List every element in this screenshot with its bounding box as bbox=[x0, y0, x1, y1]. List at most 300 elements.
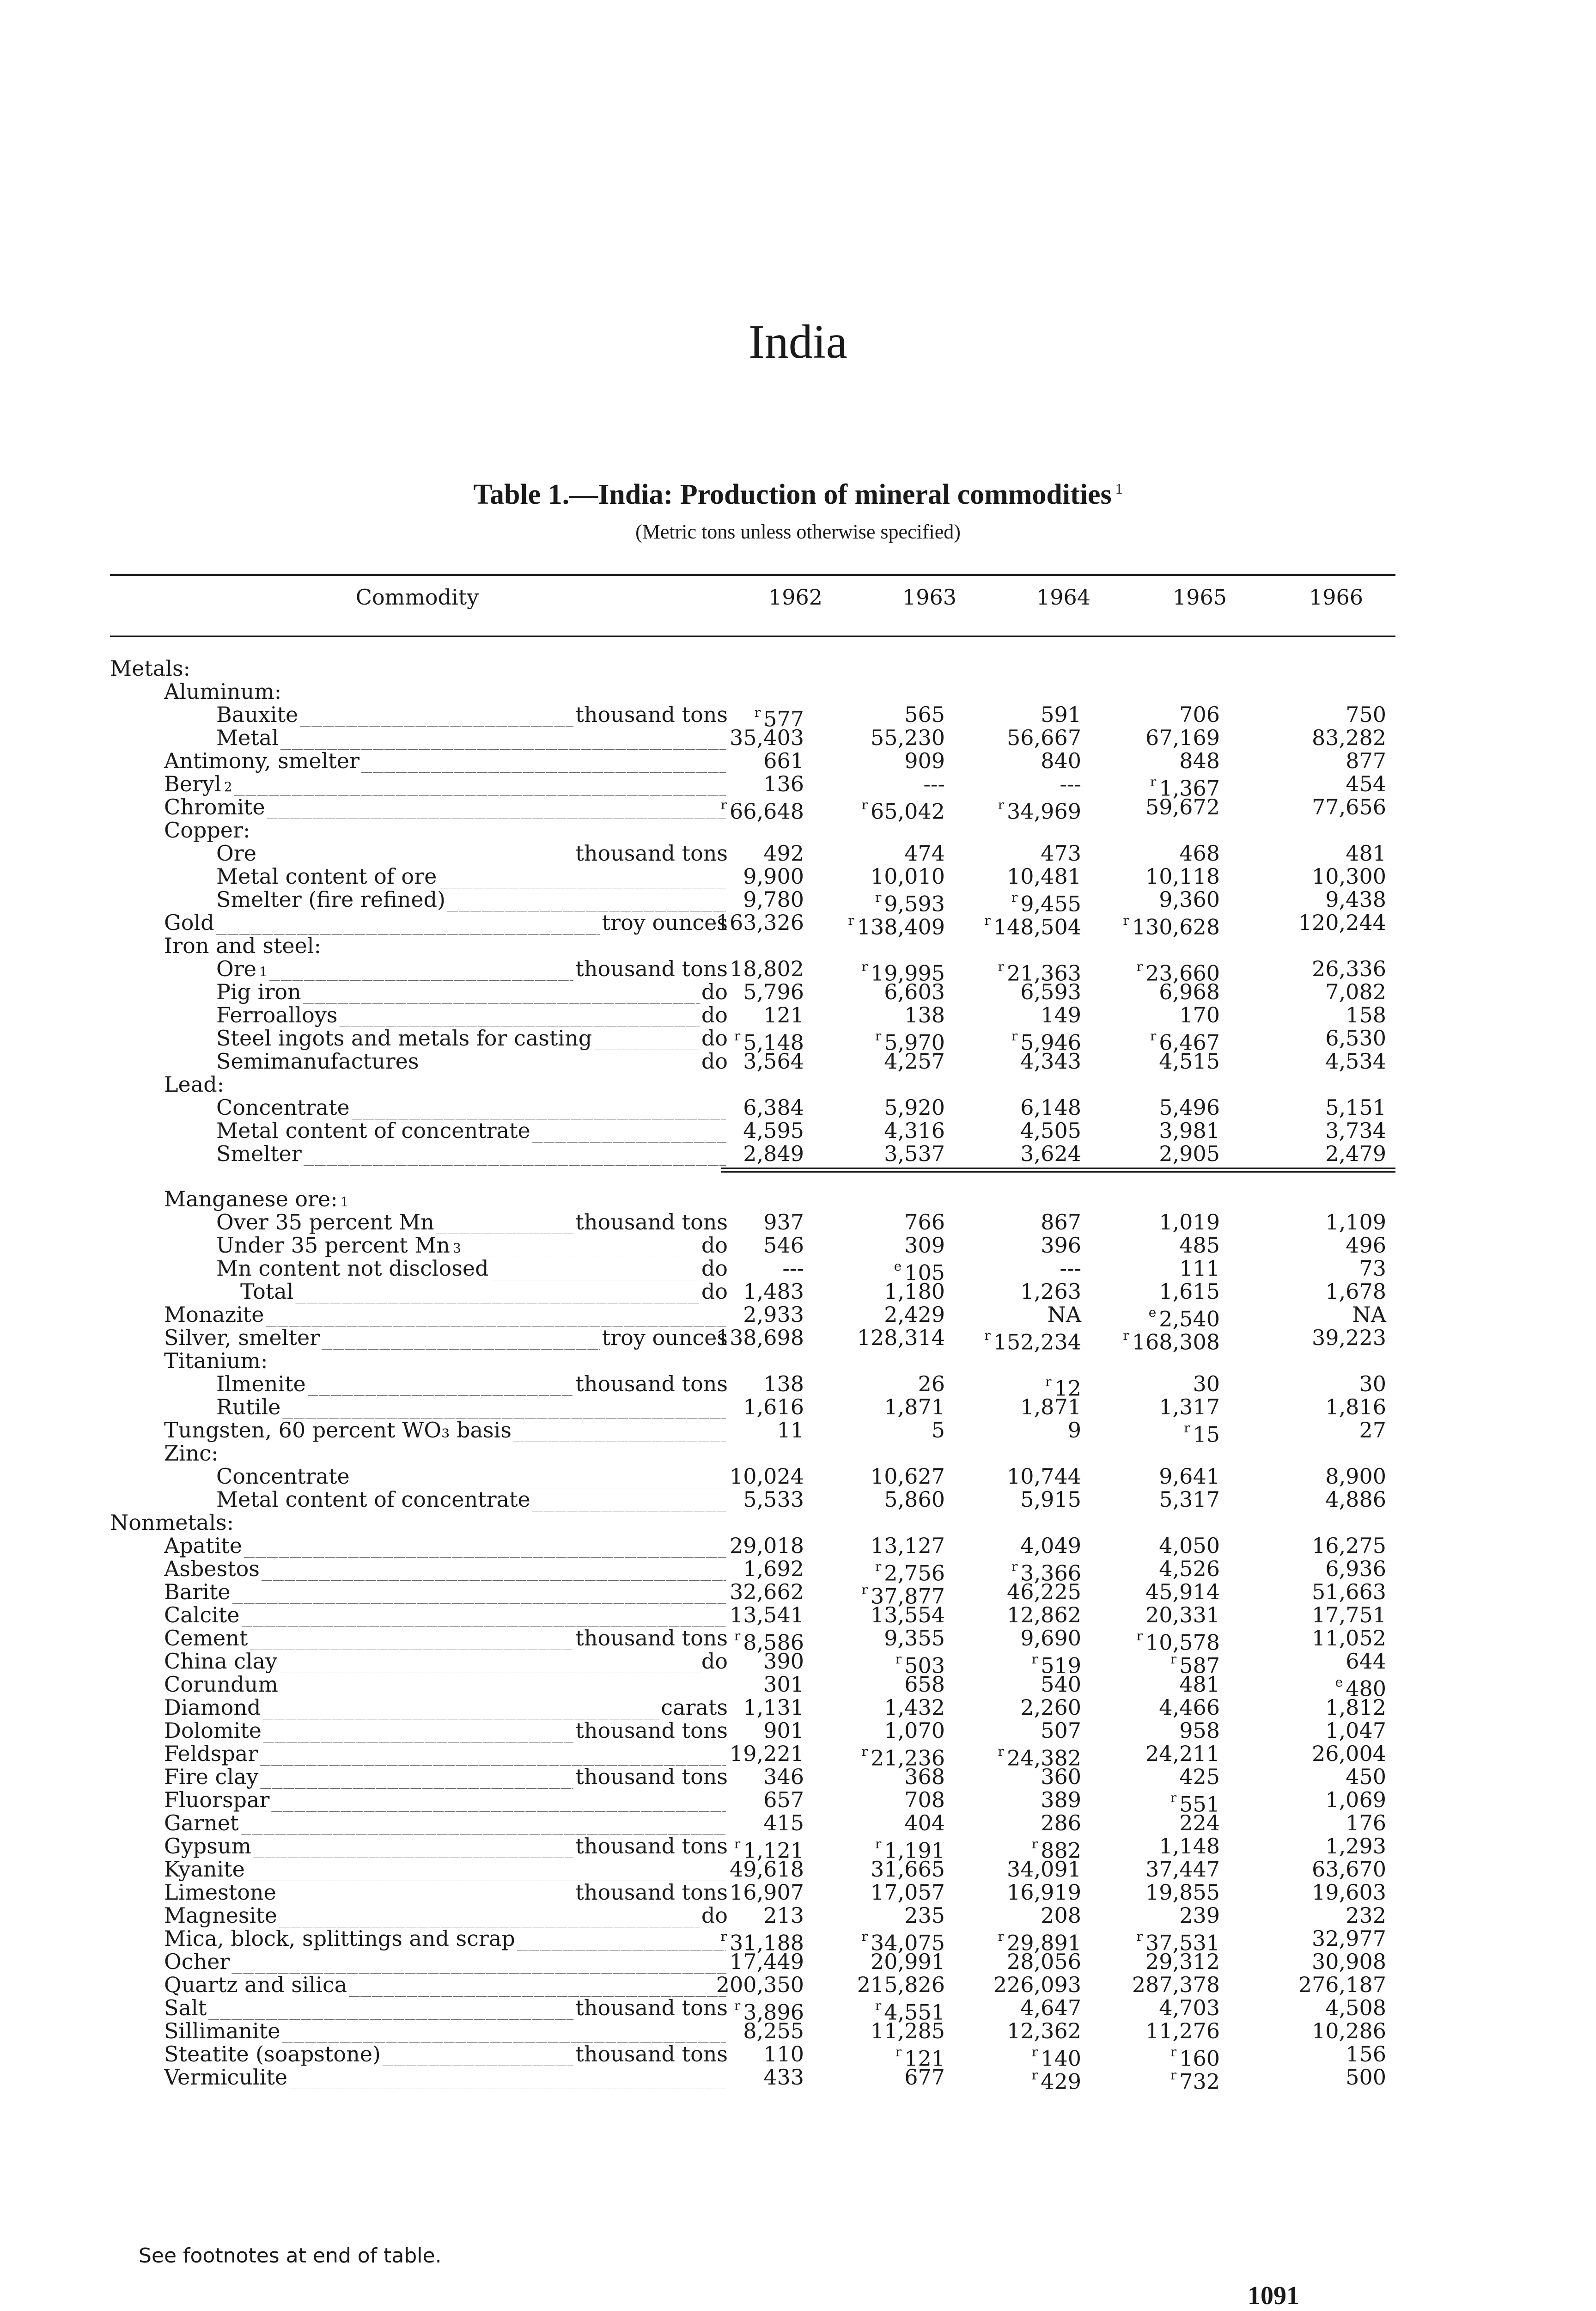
row-unit: do bbox=[701, 1003, 728, 1027]
table-cell: 110 bbox=[763, 2042, 804, 2066]
row-label bbox=[164, 795, 728, 819]
row-label-text: Rutile bbox=[216, 1395, 281, 1419]
table-cell: 59,672 bbox=[1145, 795, 1220, 819]
row-label-text: Dolomite bbox=[164, 1718, 262, 1742]
row-unit: do bbox=[701, 1233, 728, 1258]
cell-value: 5,946 bbox=[1020, 1030, 1081, 1055]
cell-note-mark: r bbox=[875, 1836, 882, 1852]
table-title-text: Table 1.—India: Production of mineral commodities bbox=[473, 479, 1112, 510]
table-cell: 404 bbox=[904, 1810, 945, 1835]
leader-dots bbox=[232, 1580, 726, 1604]
cell-value: 37,531 bbox=[1145, 1930, 1220, 1956]
table-cell: 4,508 bbox=[1325, 1995, 1386, 2020]
table-row bbox=[0, 1279, 1596, 1303]
table-cell: 1,317 bbox=[1159, 1394, 1220, 1419]
table-cell: 121 bbox=[763, 1003, 804, 1027]
page-number: 1091 bbox=[1248, 2281, 1299, 2310]
table-cell: 877 bbox=[1346, 748, 1386, 773]
row-label bbox=[216, 1487, 728, 1511]
table-cell: 149 bbox=[1041, 1003, 1081, 1027]
table-cell: 19,603 bbox=[1312, 1880, 1386, 1905]
row-label-text: Asbestos bbox=[164, 1557, 260, 1581]
table-cell: 1,069 bbox=[1325, 1787, 1386, 1812]
table-cell: 10,300 bbox=[1312, 864, 1386, 889]
cell-note-mark: r bbox=[1031, 1836, 1038, 1852]
table-cell: 4,050 bbox=[1159, 1533, 1220, 1558]
table-cell: 3,624 bbox=[1020, 1141, 1081, 1166]
row-label bbox=[164, 1973, 728, 1997]
leader-dots bbox=[279, 1649, 700, 1673]
cell-note-mark: r bbox=[1150, 1028, 1157, 1044]
cell-value: 1,121 bbox=[743, 1838, 804, 1863]
table-subtitle: (Metric tons unless otherwise specified) bbox=[635, 520, 961, 543]
row-label-text: Salt bbox=[164, 1996, 207, 2020]
leader-dots bbox=[260, 1765, 573, 1789]
cell-value: 2,540 bbox=[1159, 1306, 1220, 1332]
table-cell: 26,336 bbox=[1312, 956, 1386, 981]
table-cell: 286 bbox=[1041, 1810, 1081, 1835]
row-label bbox=[216, 980, 728, 1004]
table-row bbox=[0, 910, 1596, 940]
table-cell: 591 bbox=[1041, 702, 1081, 727]
row-label bbox=[164, 1557, 728, 1581]
row-label-text: Mica, block, splittings and scrap bbox=[164, 1926, 515, 1950]
table-row bbox=[0, 1464, 1596, 1488]
leader-dots bbox=[383, 2042, 574, 2066]
table-cell: 485 bbox=[1179, 1233, 1220, 1258]
table-cell: 26 bbox=[918, 1371, 945, 1396]
table-cell: 4,595 bbox=[743, 1118, 804, 1143]
footnote-ref: 2 bbox=[224, 779, 232, 795]
leader-dots bbox=[463, 1233, 700, 1257]
table-cell: 468 bbox=[1179, 841, 1220, 866]
cell-value: 152,234 bbox=[993, 1329, 1081, 1355]
table-cell: 83,282 bbox=[1312, 725, 1386, 750]
table-cell: 5,151 bbox=[1325, 1095, 1386, 1120]
row-label bbox=[164, 1857, 728, 1881]
row-label bbox=[164, 1765, 728, 1789]
table-cell: 35,403 bbox=[730, 725, 804, 750]
cell-note-mark: r bbox=[720, 797, 727, 813]
table-row bbox=[0, 1119, 1596, 1143]
table-cell: 10,627 bbox=[871, 1464, 945, 1489]
table-cell: 239 bbox=[1179, 1903, 1220, 1928]
cell-value: 2,756 bbox=[884, 1560, 945, 1586]
table-cell: 7,082 bbox=[1325, 979, 1386, 1004]
cell-value: 15 bbox=[1193, 1422, 1220, 1447]
row-label-text: Gypsum bbox=[164, 1834, 252, 1858]
row-unit: do bbox=[701, 980, 728, 1004]
row-label-text: Cement bbox=[164, 1626, 248, 1650]
row-label bbox=[216, 841, 728, 865]
table-row bbox=[0, 726, 1596, 750]
row-label-text: Ore bbox=[216, 841, 256, 865]
row-label-text: Quartz and silica bbox=[164, 1973, 347, 1997]
table-cell: 77,656 bbox=[1312, 795, 1386, 819]
table-cell: 232 bbox=[1346, 1903, 1386, 1928]
row-label-text: Diamond bbox=[164, 1695, 261, 1719]
header-year: 1966 bbox=[1309, 585, 1363, 610]
row-label-text: Zinc: bbox=[164, 1441, 219, 1465]
table-cell: 19,221 bbox=[730, 1741, 804, 1766]
cell-value: 3,366 bbox=[1020, 1560, 1081, 1586]
table-cell: 368 bbox=[904, 1764, 945, 1789]
leader-dots bbox=[280, 726, 726, 750]
table-cell: 10,010 bbox=[871, 864, 945, 889]
table-cell: 507 bbox=[1041, 1718, 1081, 1743]
row-unit: thousand tons bbox=[575, 1626, 728, 1650]
row-label bbox=[164, 2065, 728, 2089]
row-label bbox=[216, 1049, 728, 1073]
table-cell: 4,703 bbox=[1159, 1995, 1220, 2020]
table-cell: --- bbox=[923, 771, 945, 796]
row-label-text: Steatite (soapstone) bbox=[164, 2042, 381, 2066]
cell-value: 140 bbox=[1041, 2046, 1081, 2071]
table-cell: 1,180 bbox=[884, 1279, 945, 1304]
table-cell: 901 bbox=[763, 1718, 804, 1743]
row-label-text: Fire clay bbox=[164, 1765, 259, 1789]
row-unit: thousand tons bbox=[575, 1372, 728, 1396]
footnote-ref: 1 bbox=[259, 964, 268, 979]
row-label-text: Ferroalloys bbox=[216, 1003, 338, 1027]
row-label-text: Smelter bbox=[216, 1142, 302, 1166]
cell-value: 168,308 bbox=[1132, 1329, 1220, 1355]
table-cell: 1,148 bbox=[1159, 1834, 1220, 1859]
table-row bbox=[0, 1395, 1596, 1419]
row-label-text: Ocher bbox=[164, 1950, 230, 1974]
cell-note-mark: r bbox=[754, 705, 761, 720]
leader-dots bbox=[262, 1695, 659, 1719]
row-unit: do bbox=[701, 1903, 728, 1927]
table-cell: 5,496 bbox=[1159, 1095, 1220, 1120]
table-cell: 500 bbox=[1346, 2065, 1386, 2090]
row-label bbox=[240, 1279, 728, 1303]
leader-dots bbox=[282, 2019, 726, 2043]
table-cell: 67,169 bbox=[1145, 725, 1220, 750]
table-row bbox=[0, 1787, 1596, 1817]
row-label bbox=[164, 1534, 728, 1558]
row-unit: carats bbox=[661, 1695, 728, 1719]
table-cell: 136 bbox=[763, 771, 804, 796]
row-unit: thousand tons bbox=[575, 957, 728, 981]
cell-value: 5,148 bbox=[743, 1030, 804, 1055]
table-cell: 17,057 bbox=[871, 1880, 945, 1905]
table-cell: 1,678 bbox=[1325, 1279, 1386, 1304]
leader-dots bbox=[231, 1950, 726, 1974]
row-label-text: Concentrate bbox=[216, 1464, 350, 1488]
table-row bbox=[0, 2065, 1596, 2094]
table-cell: 163,326 bbox=[716, 910, 804, 935]
cell-note-mark: r bbox=[734, 1028, 741, 1044]
row-label bbox=[110, 656, 190, 680]
leader-dots bbox=[439, 864, 726, 888]
leader-dots bbox=[250, 1626, 573, 1650]
table-cell: --- bbox=[1060, 771, 1081, 796]
table-row bbox=[0, 1718, 1596, 1742]
leader-dots bbox=[303, 980, 700, 1004]
cell-note-mark: r bbox=[1150, 774, 1157, 789]
leader-dots bbox=[216, 911, 600, 935]
table-cell: 4,515 bbox=[1159, 1049, 1220, 1074]
row-label-text: Barite bbox=[164, 1580, 231, 1604]
table-row bbox=[0, 1765, 1596, 1789]
cell-note-mark: r bbox=[861, 959, 868, 974]
row-label-text: Chromite bbox=[164, 795, 265, 819]
row-label bbox=[164, 1441, 219, 1465]
table-cell: 2,479 bbox=[1325, 1141, 1386, 1166]
cell-value: 882 bbox=[1041, 1838, 1081, 1863]
cell-note-mark: r bbox=[875, 1028, 882, 1044]
table-cell: 16,907 bbox=[730, 1880, 804, 1905]
leader-dots bbox=[289, 2065, 726, 2089]
section-header bbox=[0, 679, 1596, 703]
cell-value: 6,467 bbox=[1159, 1030, 1220, 1055]
leader-dots bbox=[304, 1142, 726, 1166]
footnote: See footnotes at end of table. bbox=[139, 2244, 442, 2268]
table-cell: 120,244 bbox=[1298, 910, 1386, 935]
table-cell bbox=[961, 2065, 1081, 2093]
cell-note-mark: r bbox=[1136, 959, 1143, 974]
cell-value: 24,382 bbox=[1007, 1745, 1081, 1771]
row-label-text: China clay bbox=[164, 1649, 278, 1673]
cell-note-mark: r bbox=[861, 1929, 868, 1944]
cell-note-mark: r bbox=[1045, 1374, 1052, 1389]
leader-dots bbox=[322, 1326, 600, 1350]
table-header-rule bbox=[110, 636, 1395, 637]
table-cell: 1,263 bbox=[1020, 1279, 1081, 1304]
row-label bbox=[164, 2042, 728, 2066]
cell-value: 9,593 bbox=[884, 891, 945, 917]
cell-value: 8,586 bbox=[743, 1630, 804, 1655]
cell-value: 480 bbox=[1346, 1676, 1386, 1701]
leader-dots bbox=[241, 1811, 726, 1835]
leader-dots bbox=[308, 1372, 574, 1396]
cell-note-mark: r bbox=[734, 1836, 741, 1852]
cell-note-mark: r bbox=[1011, 1028, 1018, 1044]
row-label-text: Aluminum: bbox=[164, 679, 282, 703]
cell-value: 148,504 bbox=[993, 914, 1081, 940]
table-cell: 3,537 bbox=[884, 1141, 945, 1166]
row-label-text: Limestone bbox=[164, 1880, 276, 1904]
cell-note-mark: r bbox=[848, 913, 854, 928]
row-unit: troy ounces bbox=[602, 1326, 728, 1350]
row-label-text: Silver, smelter bbox=[164, 1326, 320, 1350]
table-cell: 20,991 bbox=[871, 1949, 945, 1974]
table-cell: 19,855 bbox=[1145, 1880, 1220, 1905]
leader-dots bbox=[208, 1996, 573, 2020]
leader-dots bbox=[267, 795, 726, 819]
row-unit: thousand tons bbox=[575, 841, 728, 865]
table-cell: 4,257 bbox=[884, 1049, 945, 1074]
table-cell: 867 bbox=[1041, 1210, 1081, 1235]
header-year: 1962 bbox=[768, 585, 822, 610]
table-cell: 158 bbox=[1346, 1003, 1386, 1027]
cell-value: 587 bbox=[1179, 1653, 1220, 1678]
table-cell: 1,019 bbox=[1159, 1210, 1220, 1235]
table-cell: 170 bbox=[1179, 1003, 1220, 1027]
row-label bbox=[164, 1672, 728, 1696]
header-year: 1963 bbox=[902, 585, 956, 610]
table-cell: 425 bbox=[1179, 1764, 1220, 1789]
row-label bbox=[164, 1626, 728, 1650]
cell-value: 1,367 bbox=[1159, 776, 1220, 801]
row-label-text: Magnesite bbox=[164, 1903, 277, 1927]
leader-dots bbox=[242, 1603, 726, 1627]
cell-value: 21,236 bbox=[871, 1745, 945, 1771]
cell-note-mark: r bbox=[998, 959, 1005, 974]
table-cell: 5,796 bbox=[743, 979, 804, 1004]
table-cell: 848 bbox=[1179, 748, 1220, 773]
table-cell: 708 bbox=[904, 1787, 945, 1812]
table-cell: 224 bbox=[1179, 1810, 1220, 1835]
table-cell: 3,981 bbox=[1159, 1118, 1220, 1143]
row-label bbox=[216, 1095, 728, 1119]
table-cell: 34,091 bbox=[1007, 1857, 1081, 1882]
cell-note-mark: r bbox=[1031, 2067, 1038, 2083]
table-cell: 4,316 bbox=[884, 1118, 945, 1143]
row-label bbox=[164, 818, 250, 842]
row-label bbox=[164, 911, 728, 935]
row-label bbox=[164, 1903, 728, 1927]
table-cell: 215,826 bbox=[857, 1972, 945, 1997]
table-cell: 16,275 bbox=[1312, 1533, 1386, 1558]
cell-note-mark: r bbox=[1123, 1328, 1129, 1343]
cell-note-mark: r bbox=[875, 1559, 882, 1574]
row-label bbox=[164, 1072, 224, 1096]
table-cell: 20,331 bbox=[1145, 1602, 1220, 1627]
cell-note-mark: r bbox=[1011, 1559, 1018, 1574]
row-unit: do bbox=[701, 1026, 728, 1050]
table-cell: 13,554 bbox=[871, 1602, 945, 1627]
table-row bbox=[0, 1834, 1596, 1863]
table-cell: 26,004 bbox=[1312, 1741, 1386, 1766]
leader-dots bbox=[491, 1256, 700, 1280]
row-label bbox=[216, 864, 728, 888]
table-cell: --- bbox=[782, 1256, 804, 1281]
row-label bbox=[216, 726, 728, 750]
section-header bbox=[0, 1187, 1596, 1211]
row-label bbox=[164, 679, 281, 703]
footnote-ref: 1 bbox=[340, 1194, 349, 1210]
row-label-text: Tungsten, 60 percent WO₃ basis bbox=[164, 1418, 512, 1442]
table-cell: 11,052 bbox=[1312, 1626, 1386, 1651]
table-row bbox=[0, 1672, 1596, 1701]
cell-value: 429 bbox=[1041, 2069, 1081, 2094]
row-label bbox=[216, 1142, 728, 1166]
table-cell: 3,734 bbox=[1325, 1118, 1386, 1143]
row-label-text: Iron and steel: bbox=[164, 934, 321, 958]
row-label-text: Monazite bbox=[164, 1302, 264, 1327]
table-cell: 1,871 bbox=[884, 1394, 945, 1419]
table-cell: 4,466 bbox=[1159, 1695, 1220, 1720]
table-cell: NA bbox=[1047, 1302, 1081, 1327]
table-row bbox=[0, 749, 1596, 773]
row-label-text: Semimanufactures bbox=[216, 1049, 419, 1073]
row-label bbox=[164, 1996, 728, 2020]
table-row bbox=[0, 1903, 1596, 1927]
table-row bbox=[0, 1857, 1596, 1881]
table-row bbox=[0, 2019, 1596, 2043]
cell-note-mark: r bbox=[984, 1328, 991, 1343]
row-label-text: Metal content of concentrate bbox=[216, 1119, 530, 1143]
table-cell: 474 bbox=[904, 841, 945, 866]
row-label-text: Vermiculite bbox=[164, 2065, 288, 2089]
section-header bbox=[0, 656, 1596, 680]
table-cell: 9 bbox=[1067, 1418, 1081, 1443]
row-label-text: Ore bbox=[216, 957, 256, 981]
table-cell: 49,618 bbox=[730, 1857, 804, 1882]
table-cell: 481 bbox=[1346, 841, 1386, 866]
table-row bbox=[0, 1233, 1596, 1257]
row-label bbox=[164, 1349, 268, 1373]
table-row bbox=[0, 1926, 1596, 1956]
cell-note-mark: r bbox=[1011, 890, 1018, 905]
table-cell: 1,109 bbox=[1325, 1210, 1386, 1235]
table-row bbox=[0, 1210, 1596, 1234]
cell-note-mark: r bbox=[984, 913, 991, 928]
row-label bbox=[164, 1718, 728, 1742]
section-header bbox=[0, 818, 1596, 842]
row-unit: thousand tons bbox=[575, 1765, 728, 1789]
row-unit: thousand tons bbox=[575, 2042, 728, 2066]
table-cell: 1,812 bbox=[1325, 1695, 1386, 1720]
table-cell: 17,449 bbox=[730, 1949, 804, 1974]
table-row bbox=[0, 1626, 1596, 1655]
cell-value: 732 bbox=[1179, 2069, 1220, 2094]
section-header bbox=[0, 1510, 1596, 1535]
section-header bbox=[0, 1349, 1596, 1373]
leader-dots bbox=[295, 1279, 699, 1303]
leader-dots bbox=[421, 1049, 700, 1073]
table-cell: 1,615 bbox=[1159, 1279, 1220, 1304]
table-cell: 750 bbox=[1346, 702, 1386, 727]
cell-note-mark: r bbox=[1031, 1651, 1038, 1667]
cell-note-mark: r bbox=[861, 1744, 868, 1759]
table-cell: 6,593 bbox=[1020, 979, 1081, 1004]
row-label-text: Antimony, smelter bbox=[164, 749, 359, 773]
row-label-text: Metal content of ore bbox=[216, 864, 437, 888]
table-row bbox=[0, 702, 1596, 732]
table-row bbox=[0, 1579, 1596, 1609]
cell-value: 105 bbox=[904, 1260, 945, 1285]
cell-note-mark: r bbox=[1170, 2044, 1177, 2060]
cell-note-mark: r bbox=[734, 1628, 741, 1644]
row-label-text: Beryl bbox=[164, 772, 221, 796]
table-row bbox=[0, 1995, 1596, 2025]
cell-value: 3,896 bbox=[743, 1999, 804, 2025]
table-row bbox=[0, 1741, 1596, 1771]
page-title: India bbox=[749, 315, 847, 368]
table-cell: 39,223 bbox=[1312, 1325, 1386, 1350]
cell-note-mark: r bbox=[1136, 1628, 1143, 1644]
table-cell: 4,049 bbox=[1020, 1533, 1081, 1558]
leader-dots bbox=[247, 1857, 726, 1881]
table-cell: 4,343 bbox=[1020, 1049, 1081, 1074]
table-cell: 496 bbox=[1346, 1233, 1386, 1258]
row-label-text: Manganese ore: bbox=[164, 1187, 338, 1211]
table-cell: 644 bbox=[1346, 1649, 1386, 1674]
table-cell: 276,187 bbox=[1298, 1972, 1386, 1997]
table-cell: 1,816 bbox=[1325, 1394, 1386, 1419]
cell-value: 503 bbox=[904, 1653, 945, 1678]
leader-dots bbox=[269, 957, 574, 981]
row-label bbox=[216, 1395, 728, 1419]
table-cell: 10,024 bbox=[730, 1464, 804, 1489]
cell-value: 23,660 bbox=[1145, 960, 1220, 986]
row-label bbox=[216, 1256, 728, 1280]
cell-value: 31,188 bbox=[730, 1930, 804, 1956]
row-label bbox=[164, 1880, 728, 1904]
